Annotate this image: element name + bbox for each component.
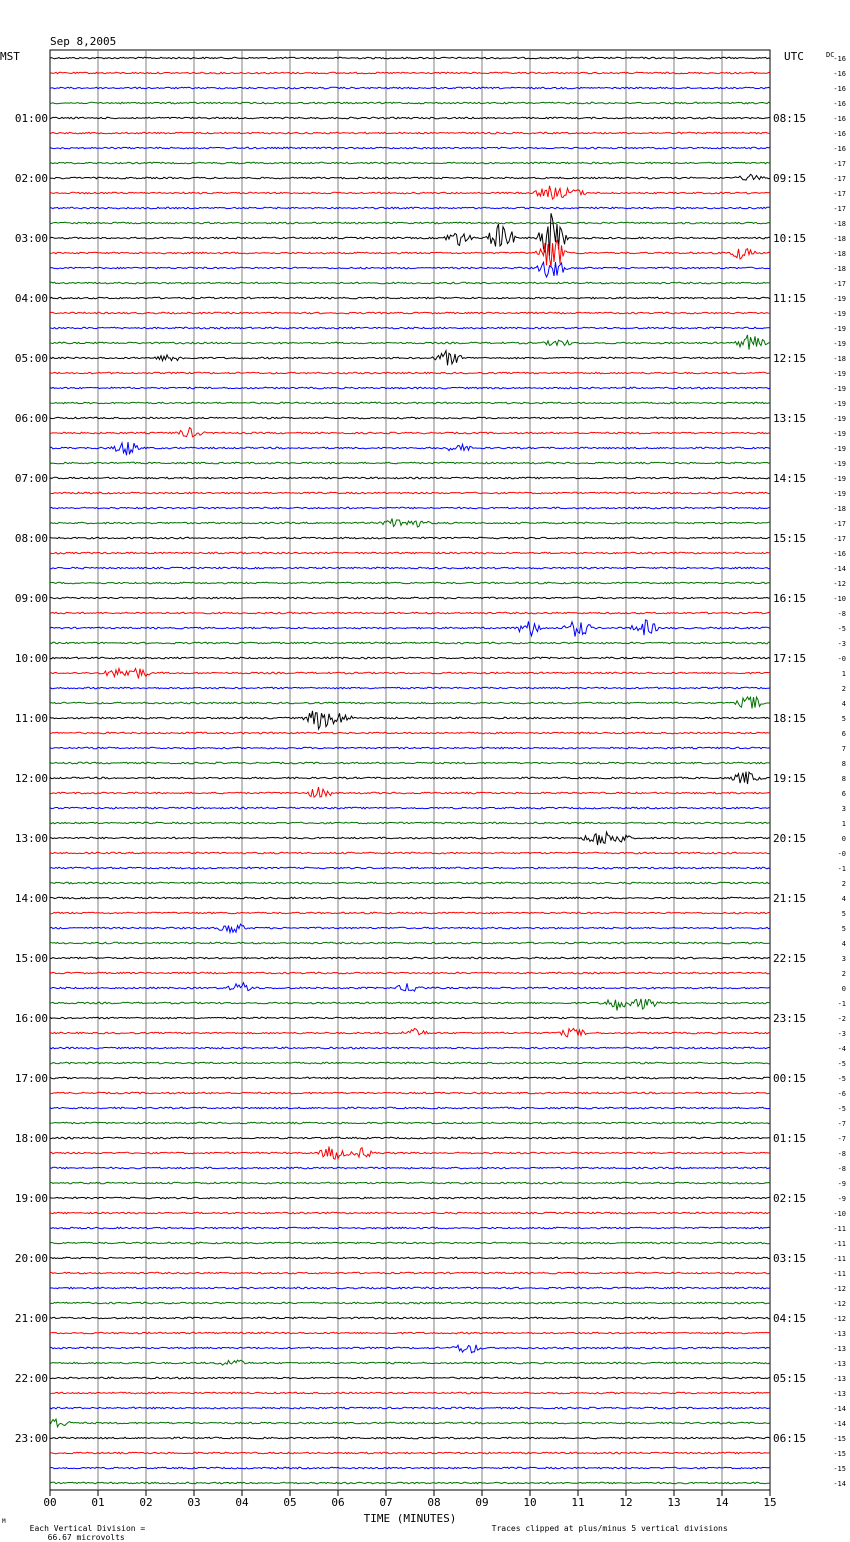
dc-offset-label: -19 (833, 415, 846, 423)
dc-offset-label: 5 (841, 715, 846, 723)
dc-offset-label: 2 (841, 880, 846, 888)
footer-clip (482, 1515, 728, 1533)
left-time-label: 17:00 (14, 1072, 48, 1085)
right-time-label: 17:15 (773, 652, 807, 665)
x-tick-label: 08 (427, 1496, 441, 1509)
dc-offset-label: -0 (837, 655, 846, 663)
footer-clip-text: Traces clipped at plus/minus 5 vertical divisions (491, 1524, 728, 1533)
dc-offset-label: 2 (841, 970, 846, 978)
dc-offset-label: -16 (833, 100, 846, 108)
right-time-label: 00:15 (773, 1072, 807, 1085)
left-time-label: 10:00 (14, 652, 48, 665)
dc-offset-label: 2 (841, 685, 846, 693)
dc-offset-label: 1 (841, 670, 846, 678)
dc-offset-label: -2 (837, 1015, 846, 1023)
dc-offset-label: -12 (833, 1285, 846, 1293)
right-time-label: 09:15 (773, 172, 807, 185)
left-time-label: 06:00 (14, 412, 48, 425)
right-time-label: 19:15 (773, 772, 807, 785)
dc-offset-label: -3 (837, 640, 846, 648)
dc-offset-label: -19 (833, 460, 846, 468)
left-time-label: 23:00 (14, 1432, 48, 1445)
right-axis-label: UTC (784, 50, 804, 63)
dc-offset-label: -9 (837, 1195, 846, 1203)
dc-offset-label: -5 (837, 1105, 846, 1113)
dc-offset-label: -18 (833, 250, 846, 258)
dc-offset-label: -10 (833, 595, 846, 603)
dc-offset-label: -19 (833, 340, 846, 348)
right-time-label: 10:15 (773, 232, 807, 245)
right-time-label: 18:15 (773, 712, 807, 725)
left-time-label: 20:00 (14, 1252, 48, 1265)
plot-frame (50, 50, 770, 1490)
x-tick-label: 15 (763, 1496, 777, 1509)
left-time-label: 12:00 (14, 772, 48, 785)
left-time-label: 08:00 (14, 532, 48, 545)
left-time-label: 21:00 (14, 1312, 48, 1325)
dc-offset-label: -11 (833, 1225, 846, 1233)
x-tick-label: 13 (667, 1496, 681, 1509)
left-time-label: 19:00 (14, 1192, 48, 1205)
dc-offset-label: 6 (841, 790, 846, 798)
dc-offset-label: 6 (841, 730, 846, 738)
dc-offset-label: -5 (837, 625, 846, 633)
dc-offset-label: -19 (833, 445, 846, 453)
left-time-label: 15:00 (14, 952, 48, 965)
x-tick-label: 01 (91, 1496, 105, 1509)
x-tick-label: 03 (187, 1496, 201, 1509)
dc-offset-label: 5 (841, 925, 846, 933)
left-time-label: 03:00 (14, 232, 48, 245)
right-time-label: 01:15 (773, 1132, 807, 1145)
right-time-label: 04:15 (773, 1312, 807, 1325)
dc-offset-label: -16 (833, 130, 846, 138)
dc-offset-label: -19 (833, 370, 846, 378)
dc-offset-label: -16 (833, 85, 846, 93)
x-tick-label: 14 (715, 1496, 729, 1509)
dc-offset-label: 4 (841, 895, 846, 903)
footer-division-text: Each Vertical Division = (29, 1524, 146, 1533)
x-tick-label: 02 (139, 1496, 153, 1509)
dc-offset-label: -17 (833, 280, 846, 288)
x-tick-label: 10 (523, 1496, 537, 1509)
dc-offset-label: 5 (841, 910, 846, 918)
x-tick-label: 00 (43, 1496, 57, 1509)
right-time-label: 11:15 (773, 292, 807, 305)
right-time-label: 12:15 (773, 352, 807, 365)
dc-offset-label: 4 (841, 940, 846, 948)
dc-offset-label: -11 (833, 1270, 846, 1278)
dc-offset-label: -11 (833, 1255, 846, 1263)
x-tick-label: 12 (619, 1496, 633, 1509)
dc-offset-label: -10 (833, 1210, 846, 1218)
dc-offset-label: -17 (833, 205, 846, 213)
dc-offset-label: -8 (837, 1165, 846, 1173)
dc-offset-label: -12 (833, 580, 846, 588)
right-time-label: 22:15 (773, 952, 807, 965)
dc-offset-label: -16 (833, 55, 846, 63)
right-time-label: 15:15 (773, 532, 807, 545)
dc-offset-label: -19 (833, 325, 846, 333)
dc-offset-label: -19 (833, 400, 846, 408)
dc-offset-label: -19 (833, 430, 846, 438)
dc-offset-label: -12 (833, 1315, 846, 1323)
dc-offset-label: -16 (833, 70, 846, 78)
dc-offset-label: -15 (833, 1435, 846, 1443)
dc-offset-label: 4 (841, 700, 846, 708)
dc-offset-label: -14 (833, 565, 846, 573)
footer-corner-mark: M (2, 1518, 6, 1525)
dc-offset-label: -17 (833, 535, 846, 543)
dc-offset-label: -14 (833, 1480, 846, 1488)
left-time-label: 04:00 (14, 292, 48, 305)
dc-offset-label: -18 (833, 505, 846, 513)
dc-offset-label: 1 (841, 820, 846, 828)
dc-offset-label: 0 (841, 985, 846, 993)
dc-offset-label: -18 (833, 235, 846, 243)
x-tick-label: 11 (571, 1496, 585, 1509)
x-tick-label: 04 (235, 1496, 249, 1509)
dc-offset-label: -18 (833, 355, 846, 363)
dc-offset-label: -8 (837, 1150, 846, 1158)
dc-offset-label: -19 (833, 475, 846, 483)
dc-offset-label: -13 (833, 1360, 846, 1368)
right-time-label: 23:15 (773, 1012, 807, 1025)
dc-offset-label: -7 (837, 1120, 846, 1128)
dc-offset-label: -15 (833, 1450, 846, 1458)
dc-offset-label: -13 (833, 1345, 846, 1353)
right-time-label: 16:15 (773, 592, 807, 605)
dc-offset-label: -19 (833, 310, 846, 318)
footer-division (20, 1515, 145, 1542)
dc-offset-label: 0 (841, 835, 846, 843)
left-time-label: 14:00 (14, 892, 48, 905)
left-time-label: 02:00 (14, 172, 48, 185)
right-time-label: 05:15 (773, 1372, 807, 1385)
left-time-label: 07:00 (14, 472, 48, 485)
left-time-label: 16:00 (14, 1012, 48, 1025)
dc-offset-label: -18 (833, 220, 846, 228)
right-time-label: 14:15 (773, 472, 807, 485)
dc-offset-label: -6 (837, 1090, 846, 1098)
x-tick-label: 07 (379, 1496, 393, 1509)
dc-offset-label: -9 (837, 1180, 846, 1188)
dc-offset-label: -15 (833, 1465, 846, 1473)
dc-offset-label: -1 (837, 1000, 846, 1008)
x-tick-label: 06 (331, 1496, 345, 1509)
right-time-label: 08:15 (773, 112, 807, 125)
dc-offset-label: 7 (841, 745, 846, 753)
dc-offset-label: -7 (837, 1135, 846, 1143)
dc-offset-label: -16 (833, 115, 846, 123)
offset-axis-label: DC (826, 51, 835, 59)
right-time-label: 20:15 (773, 832, 807, 845)
left-time-label: 09:00 (14, 592, 48, 605)
dc-offset-label: -13 (833, 1375, 846, 1383)
right-time-label: 03:15 (773, 1252, 807, 1265)
dc-offset-label: -13 (833, 1330, 846, 1338)
dc-offset-label: -4 (837, 1045, 846, 1053)
dc-offset-label: 3 (841, 955, 846, 963)
dc-offset-label: -12 (833, 1300, 846, 1308)
dc-offset-label: -3 (837, 1030, 846, 1038)
dc-offset-label: -14 (833, 1405, 846, 1413)
dc-offset-label: 3 (841, 805, 846, 813)
left-time-label: 11:00 (14, 712, 48, 725)
dc-offset-label: -17 (833, 160, 846, 168)
dc-offset-label: -11 (833, 1240, 846, 1248)
dc-offset-label: -18 (833, 265, 846, 273)
x-axis-title: TIME (MINUTES) (363, 1512, 457, 1525)
dc-offset-label: -19 (833, 295, 846, 303)
dc-offset-label: -16 (833, 145, 846, 153)
footer-division-value: 66.67 microvolts (47, 1533, 125, 1542)
header-date: Sep 8,2005 (50, 35, 117, 48)
right-time-label: 06:15 (773, 1432, 807, 1445)
dc-offset-label: -5 (837, 1075, 846, 1083)
dc-offset-label: -5 (837, 1060, 846, 1068)
dc-offset-label: -1 (837, 865, 846, 873)
dc-offset-label: -0 (837, 850, 846, 858)
dc-offset-label: -8 (837, 610, 846, 618)
left-time-label: 05:00 (14, 352, 48, 365)
left-axis-label: MST (0, 50, 20, 63)
dc-offset-label: -13 (833, 1390, 846, 1398)
dc-offset-label: 8 (841, 775, 846, 783)
dc-offset-label: -19 (833, 385, 846, 393)
right-time-label: 21:15 (773, 892, 807, 905)
dc-offset-label: -14 (833, 1420, 846, 1428)
dc-offset-label: -17 (833, 520, 846, 528)
left-time-label: 18:00 (14, 1132, 48, 1145)
left-time-label: 01:00 (14, 112, 48, 125)
dc-offset-label: -17 (833, 175, 846, 183)
dc-offset-label: -16 (833, 550, 846, 558)
x-tick-label: 09 (475, 1496, 489, 1509)
dc-offset-label: -17 (833, 190, 846, 198)
dc-offset-label: -19 (833, 490, 846, 498)
dc-offset-label: 8 (841, 760, 846, 768)
right-time-label: 02:15 (773, 1192, 807, 1205)
x-tick-label: 05 (283, 1496, 297, 1509)
left-time-label: 22:00 (14, 1372, 48, 1385)
left-time-label: 13:00 (14, 832, 48, 845)
right-time-label: 13:15 (773, 412, 807, 425)
